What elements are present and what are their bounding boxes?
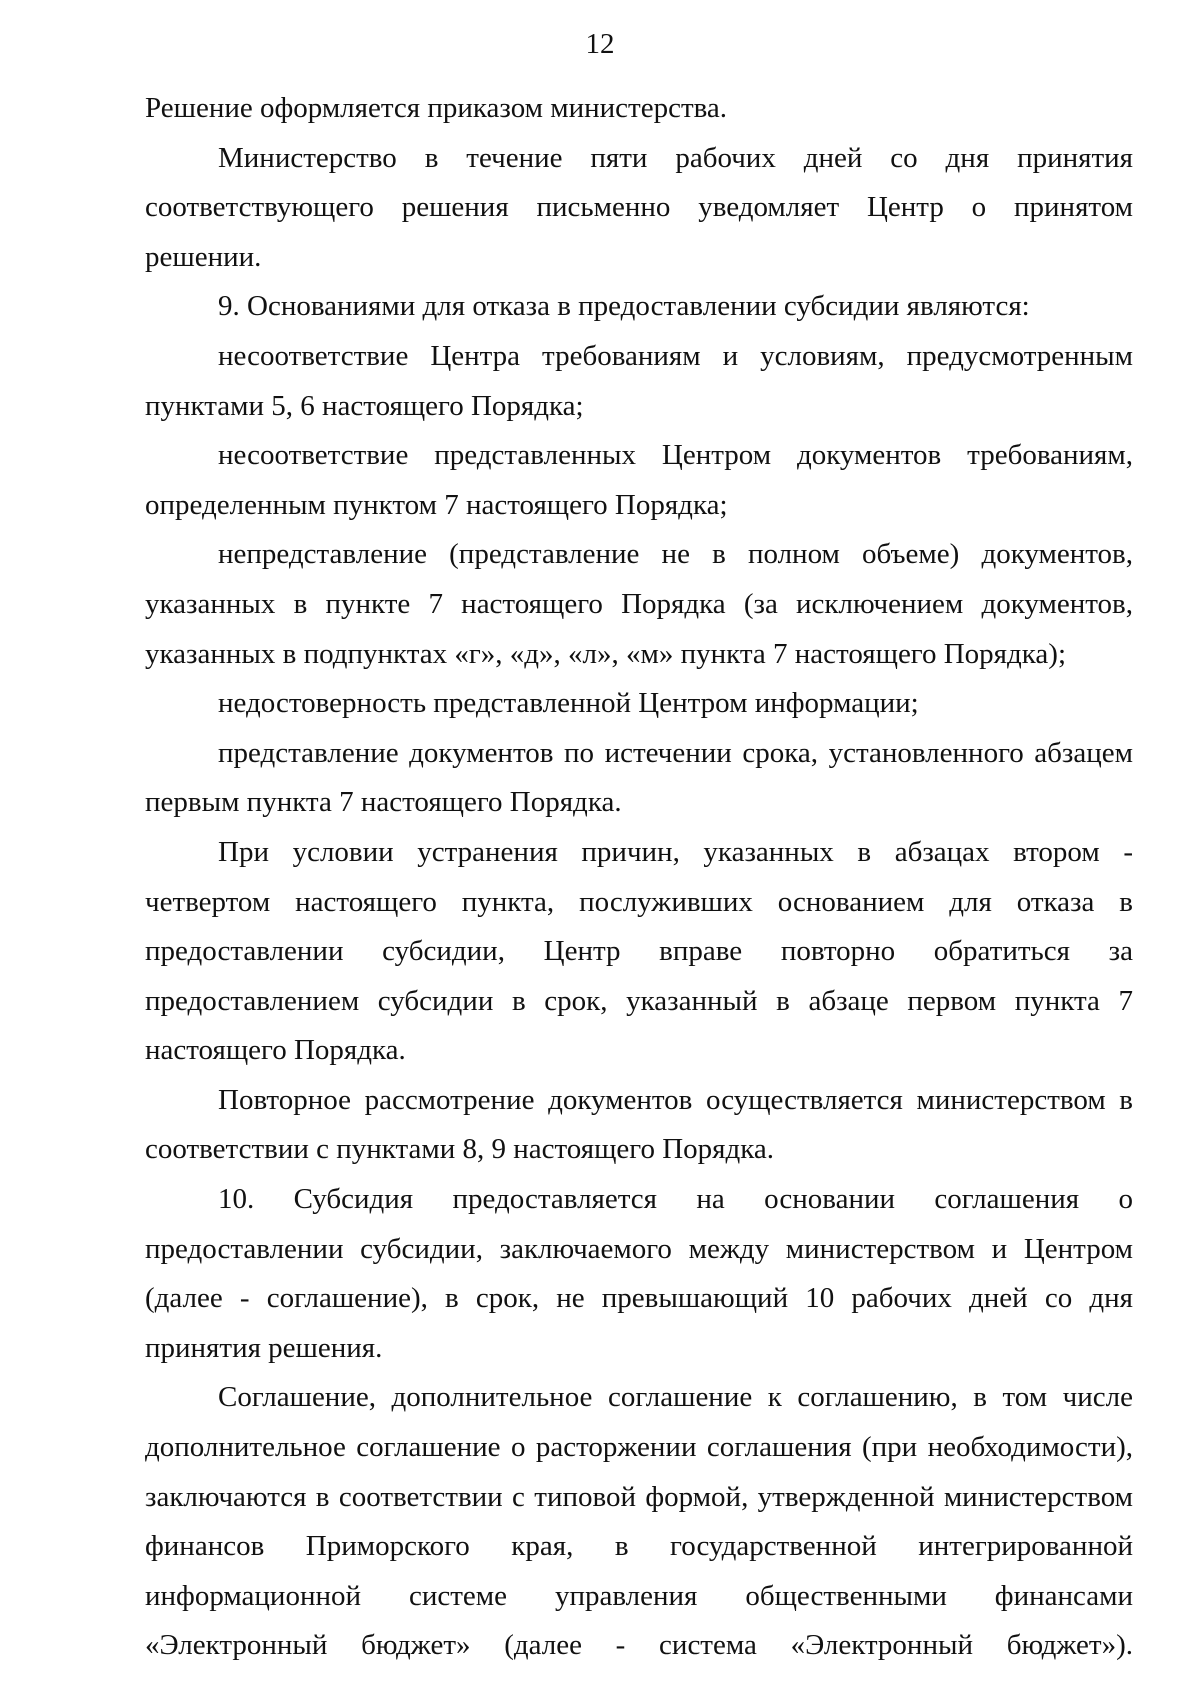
paragraph-repeated-review: Повторное рассмотрение документов осуществляется министерством в соответствии с пунктами 8, 9 настоящего Порядка.: [145, 1083, 1133, 1166]
paragraph-resubmission: При условии устранения причин, указанных в абзацах втором - четвертом настоящего пункта, послуживших основанием для отказа в предоставлении субсидии, Центр вправе повторно обратиться за предоставлением субсидии в срок, указанный в абзаце первом пункта 7 настоящего Порядка.: [145, 835, 1133, 1067]
paragraph-subsidy-agreement: 10. Субсидия предоставляется на основании соглашения о предоставлении субсидии, заключаемого между министерством и Центром (далее - соглашение), в срок, не превышающий 10 рабочих дней со дня принятия решения.: [145, 1183, 1133, 1364]
paragraph-ministry-notification: Министерство в течение пяти рабочих дней со дня принятия соответствующего решения письменно уведомляет Центр о принятом решении.: [145, 141, 1133, 273]
page-number: 12: [585, 28, 615, 60]
paragraph-refusal-ground-1: несоответствие Центра требованиям и условиям, предусмотренным пунктами 5, 6 настоящего Порядка;: [145, 339, 1133, 422]
paragraph-decision-order: Решение оформляется приказом министерства.: [145, 92, 728, 124]
paragraph-refusal-ground-4: недостоверность представленной Центром информации;: [218, 687, 919, 720]
document-body: [145, 84, 1133, 1671]
paragraph-refusal-grounds-heading: 9. Основаниями для отказа в предоставлении субсидии являются:: [218, 290, 1030, 323]
paragraph-agreement-form: Соглашение, дополнительное соглашение к соглашению, в том числе дополнительное соглашение о расторжении соглашения (при необходимости), заключаются в соответствии с типовой формой, утвержденной министерством финансов Приморского края, в государственной интегрированной информационной системе управления общественными финансами «Электронный бюджет» (далее - система «Электронный бюджет»).: [145, 1381, 1133, 1662]
paragraph-refusal-ground-5: представление документов по истечении срока, установленного абзацем первым пункта 7 настоящего Порядка.: [145, 736, 1133, 819]
paragraph-refusal-ground-3: непредставление (представление не в полном объеме) документов, указанных в пункте 7 настоящего Порядка (за исключением документов, указанных в подпунктах «г», «д», «л», «м» пункта 7 настоящего Порядка);: [145, 538, 1133, 670]
paragraph-refusal-ground-2: несоответствие представленных Центром документов требованиям, определенным пунктом 7 настоящего Порядка;: [145, 439, 1133, 521]
